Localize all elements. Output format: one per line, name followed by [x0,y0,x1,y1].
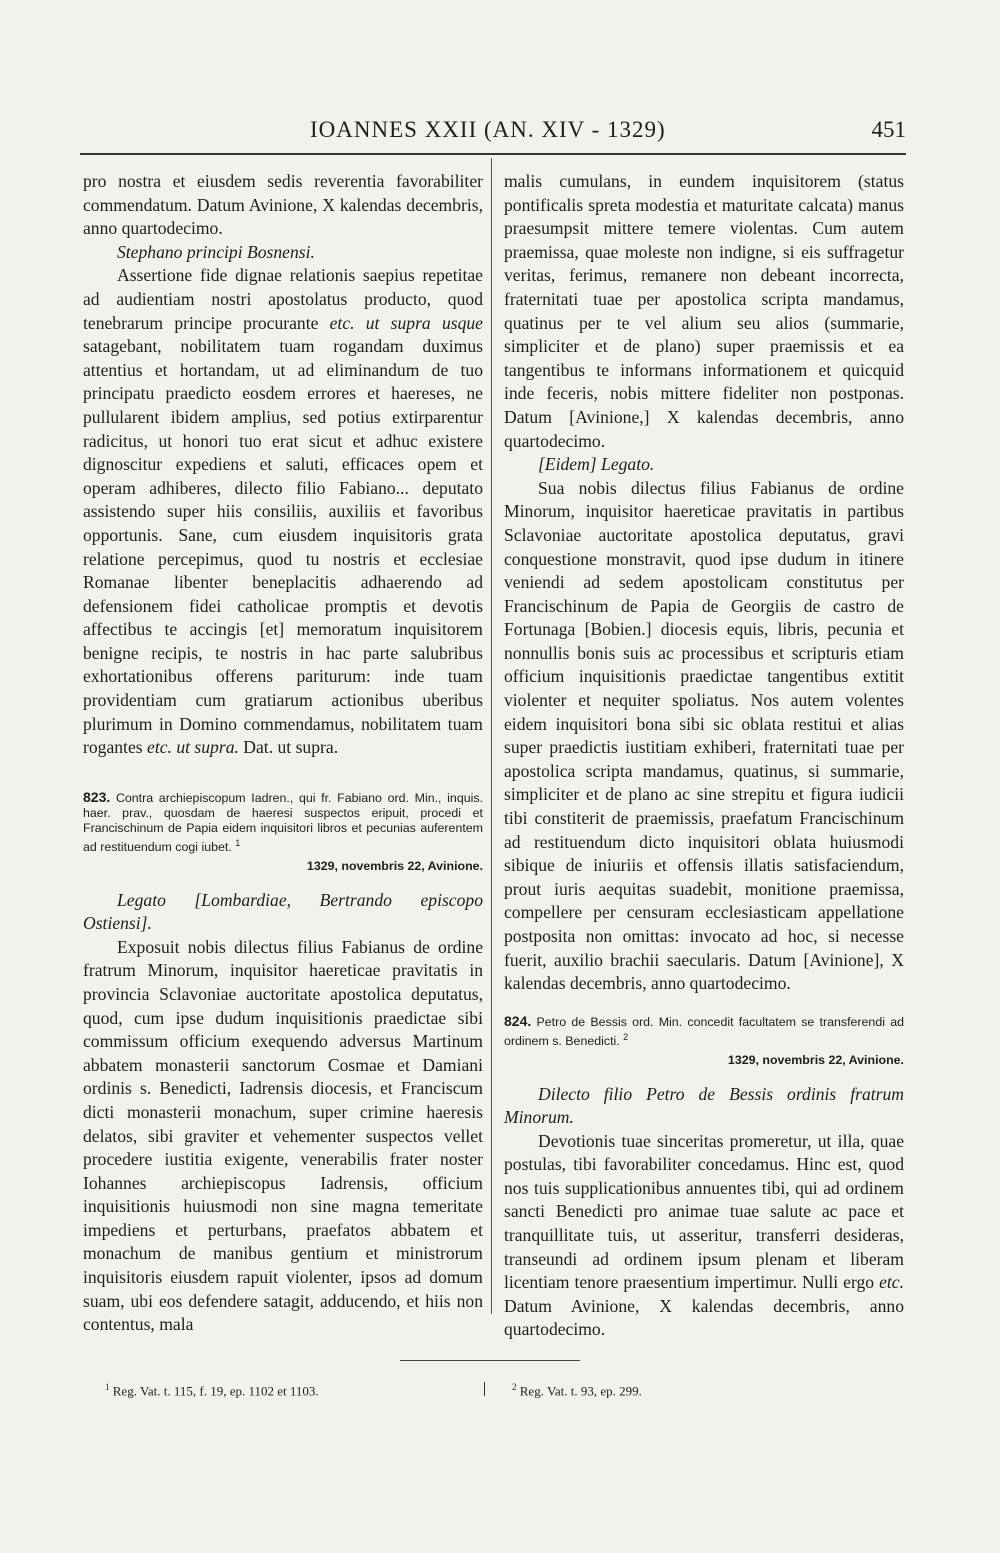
doc-823-summary [83,790,483,855]
doc-824-summary [504,1014,904,1049]
right-paragraph-3 [504,1130,904,1342]
doc-824-date: 1329, novembris 22, Avinione. [727,1052,904,1067]
p3-text-a: Devotionis tuae sinceritas promeretur, ut illa, quae postulas, tibi favorabiliter concedamus. Hinc est, quod nos tuis supplicationibus annuentes tibi, qui ad ordinem sancti Benedicti pro animae tuae salute ac pace et tranquillitate tuis, ut asseritur, transferri desideras, transeundi ad ordinem ipsum plenam et liberam licentiam tenore praesentium impertimur. Nulli ergo [504,1130,904,1293]
column-divider [491,158,492,1314]
footnote-2-mark: 2 [512,1382,517,1392]
page-number: 451 [871,117,906,142]
right-paragraph-2: Sua nobis dilectus filius Fabianus de ordine Minorum, inquisitor haereticae pravitatis in partibus Sclavoniae auctoritate apostolica deputatus, gravi conquestione monstravit, quod ipse dudum in itinere veniendi ad sedem apostolicam constitutus per Francischinum de Papia de Georgiis de castro de Fortunaga [Bobien.] diocesis equis, libris, pecunia et nonnullis bonis suis ac processibus et scripturis etiam officium inquisitionis praedictae tangentibus extitit violenter et nequiter spoliatus. Nos autem volentes eidem inquisitori bona sibi sic oblata restitui et alias super praedictis iustitiam exhiberi, fraternitati tuae per apostolica scripta mandamus, quatinus, si summarie, simpliciter et de plano ac sine strepitu et figura iudicii tibi constiterit de praemissis, praefatum Francischinum ad restituendum dicto inquisitori oblata huiusmodi sibique de iniuriis et offensis illatis satisfaciendum, prout iuris aequitas suadebit, monitione praemissa, compellere per censuram ecclesiasticam appellatione postposita non omittas: invocato ad hoc, si necesse fuerit, auxilio brachii saecularis. Datum [Avinione], X kalendas decembris, anno quartodecimo. [504,477,904,994]
footnote-2-text: Reg. Vat. t. 93, ep. 299. [519,1383,642,1399]
p2-text-a: Assertione fide dignae relationis saepius repetitae ad audientiam nostri apostolatus producto, quod tenebrarum principe procurante [83,265,483,333]
running-title: IOANNES XXII (AN. XIV - 1329) [310,117,666,142]
doc-823-summary-text: Contra archiepiscopum Iadren., qui fr. Fabiano ord. Min., inquis. haer. prav., quosdam de haeresi suspectos eripuit, procedi et Francischinum de Papia eidem inquisitori libros et pecunias auferentem ad restituendum cogi iubet. [83,790,483,854]
header-rule [80,153,906,155]
p3-text-b: Datum Avinione, X kalendas decembris, anno quartodecimo. [504,1295,904,1340]
footnote-ref-1: 1 [235,837,241,848]
p2-text-c: Dat. ut supra. [243,737,339,758]
footnote-1-text: Reg. Vat. t. 115, f. 19, ep. 1102 et 1103. [112,1383,319,1399]
doc-823-number: 823. [83,788,111,805]
running-header [80,117,906,151]
footnote-1-mark: 1 [105,1382,110,1392]
footnote-1 [105,1382,319,1399]
right-column [504,170,904,1342]
left-paragraph-3: Exposuit nobis dilectus filius Fabianus de ordine fratrum Minorum, inquisitor haereticae pravitatis in provincia Sclavoniae auctoritate apostolica deputatus, quod, cum ipse dudum inquisitionis praedictae sibi commissum officium exequendo adversus Martinum abbatem monasterii sanctorum Cosmae et Damiani ordinis s. Benedicti, Iadrensis diocesis, et Franciscum dicti monasterii monachum, super crimine haeresis delatos, sibi graviter et vehementer suspectos vellet procedere iustitia exigente, venerabilis frater noster Iohannes archiepiscopus Iadrensis, officium inquisitionis huiusmodi non sine magna temeritate impediens et perturbans, praefatos abbatem et monachum de manibus gentium et ministrorum inquisitoris eiusdem rapuit violenter, ipsos ad domum suam, ubi eos defendere satagit, adducendo, et hiis non contentus, mala [83,936,483,1335]
footnote-ref-2: 2 [623,1031,629,1042]
p2-text-b: satagebant, nobilitatem tuam rogandam duximus attentius et hortandam, ut ad eliminandum de tuo principatu praedicto eosdem errores et haereses, ne pullularent ibidem amplius, sed potius extirparentur radicitus, ut honori tuo erat sicut et adhuc existere dignoscitur expediens et saluti, efficaces opem et operam adhiberes, dilecto filio Fabiano... deputato assistendo super hiis consiliis, auxiliis et favoribus opportunis. Sane, cum eiusdem inquisitoris grata relatione percepimus, quod tu nostris et ecclesiae Romanae libenter beneplacitis adhaerendo ad defensionem fidei catholicae promptis et devotis affectibus te accingis [et] memoratum inquisitorem benigne recipis, te nostris in hac parte salubribus exhortationibus offerens pariturum: inde tuam providentiam cum gratiarum actionibus uberibus plurimum in Domino commendamus, nobilitatem tuam rogantes [83,336,483,758]
p3-etc: etc. [879,1272,904,1293]
p2-etc-2: etc. ut supra. [147,737,239,758]
footnote-2 [512,1382,642,1399]
p2-etc: etc. ut supra usque [329,312,483,333]
doc-823-date: 1329, novembris 22, Avinione. [306,858,483,873]
right-paragraph-1: malis cumulans, in eundem inquisitorem (status pontificalis spreta modestia et maturitate calcata) manus praesumpsit mittere temere violentas. Cum autem praemissa, quae moleste non indigne, si eis suffragetur veritas, ferimus, remanere non debeant incorrecta, fraternitati tuae per apostolica scripta mandamus, quatinus per te vel alium seu alios (summarie, simpliciter et de plano) super praemissis et ea tangentibus te informans informationem et quicquid inde feceris, nobis mittere fideliter non postponas. Datum [Avinione,] X kalendas decembris, anno quartodecimo. [504,171,904,451]
address-legato: Legato [Lombardiae, Bertrando episcopo Ostiensi]. [83,889,483,934]
address-eidem: [Eidem] Legato. [538,454,655,475]
address-petro: Dilecto filio Petro de Bessis ordinis fratrum Minorum. [504,1083,904,1128]
doc-824-summary-text: Petro de Bessis ord. Min. concedit facultatem se transferendi ad ordinem s. Benedicti. [504,1014,904,1048]
footnote-separator [484,1382,485,1396]
doc-824-number: 824. [504,1012,532,1029]
left-paragraph-1: pro nostra et eiusdem sedis reverentia favorabiliter commendatum. Datum Avinione, X kalendas decembris, anno quartodecimo. [83,171,483,239]
footnote-rule [400,1360,580,1361]
address-stephano: Stephano principi Bosnensi. [117,241,315,262]
left-paragraph-2 [83,264,483,759]
left-column [83,170,483,1337]
